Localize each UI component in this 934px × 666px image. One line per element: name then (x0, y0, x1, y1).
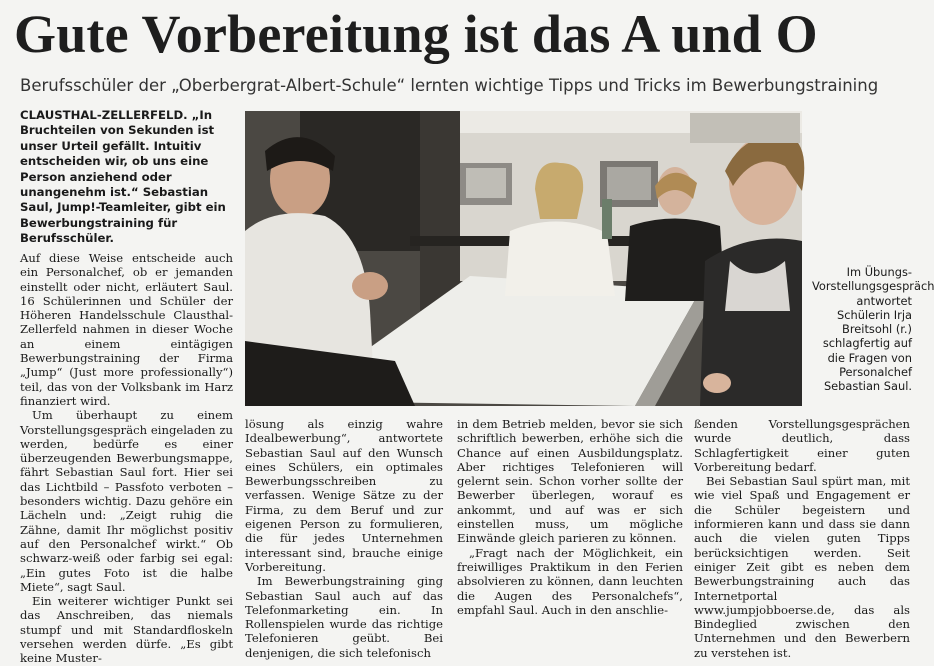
paragraph: Um überhaupt zu einem Vorstellungsgespräch eingeladen zu werden, bedürfe es einer überzeugenden Bewerbungsmappe, fährt Sebastian Saul fort. Hier sei das Lichtbild – Passfoto verboten – besonders wichtig. Dazu gehöre ein Lächeln und: „Zeigt ruhig die Zähne, damit Ihr möglichst positiv auf den Personalchef wirkt.“ Ob schwarz-weiß oder farbig sei egal: „Ein gutes Foto ist die halbe Miete“, sagt Saul. (20, 408, 233, 594)
column-4 (694, 417, 910, 660)
paragraph: Im Bewerbungstraining ging Sebastian Saul auch auf das Telefonmarketing ein. In Rollenspielen wurde das richtige Telefonieren geübt. Bei denjenigen, die sich telefonisch (245, 574, 443, 660)
subheadline: Berufsschüler der „Oberbergrat-Albert-Schule“ lernten wichtige Tipps und Tricks im Bewerbungstraining (20, 76, 879, 95)
lead-paragraph: CLAUSTHAL-ZELLERFELD. „In Bruchteilen von Sekunden ist unser Urteil gefällt. Intuitiv entscheiden wir, ob uns eine Person anziehend oder unangenehm ist.“ Sebastian Saul, Jump!-Teamleiter, gibt ein Bewerbungstraining für Berufsschüler. (20, 108, 226, 246)
paragraph: „Fragt nach der Möglichkeit, ein freiwilliges Praktikum in den Ferien absolvieren zu können, dann leuchten die Augen des Personalchefs“, empfahl Saul. Auch in den anschlie- (457, 545, 683, 617)
article-photo (245, 111, 802, 406)
paragraph: lösung als einzig wahre Idealbewerbung“, antwortete Sebastian Saul auf den Wunsch eines Schülers, ein optimales Bewerbungsschreiben zu verfassen. Wenige Sätze zu der Firma, zu dem Beruf und zur eigenen Person zu formulieren, die für jedes Unternehmen interessant sind, brauche einige Vorbereitung. (245, 417, 443, 574)
paragraph: Bei Sebastian Saul spürt man, mit wie viel Spaß und Engagement er die Schüler begeistern und informieren kann und dass sie dann auch die vielen guten Tipps berücksichtigen werden. Seit einiger Zeit gibt es neben dem Bewerbungstraining auch das Internetportal www.jumpjobboerse.de, das als Bindeglied zwischen den Unternehmen und den Bewerbern zu verstehen ist. (694, 474, 910, 660)
paragraph: Ein weiterer wichtiger Punkt sei das Anschreiben, das niemals stumpf und mit Standardfloskeln versehen werden dürfe. „Es gibt keine Muster- (20, 594, 233, 666)
photo-caption: Im Übungs-Vorstellungsgespräch antwortet Schülerin Irja Breitsohl (r.) schlagfertig auf die Fragen von Personalchef Sebastian Saul. (812, 265, 934, 394)
paragraph: in dem Betrieb melden, bevor sie sich schriftlich bewerben, erhöhe sich die Chance auf einen Ausbildungsplatz. Aber richtiges Telefonieren will gelernt sein. Schon vorher sollte der Bewerber überlegen, worauf es ankommt, und auf was er sich einstellen muss, um mögliche Einwände gleich parieren zu können. (457, 417, 683, 546)
column-1 (20, 251, 233, 666)
column-2 (245, 417, 443, 660)
paragraph: Auf diese Weise entscheide auch ein Personalchef, ob er jemanden einstellt oder nicht, erläutert Saul. 16 Schülerinnen und Schüler der Höheren Handelsschule Clausthal-Zellerfeld nahmen in dieser Woche an einem eintägigen Bewerbungstraining der Firma „Jump“ (Just more professionally“) teil, das von der Volksbank im Harz finanziert wird. (20, 251, 233, 408)
paragraph: ßenden Vorstellungsgesprächen wurde deutlich, dass Schlagfertigkeit einer guten Vorbereitung bedarf. (694, 417, 910, 474)
headline: Gute Vorbereitung ist das A und O (14, 4, 818, 64)
column-3 (457, 417, 683, 617)
